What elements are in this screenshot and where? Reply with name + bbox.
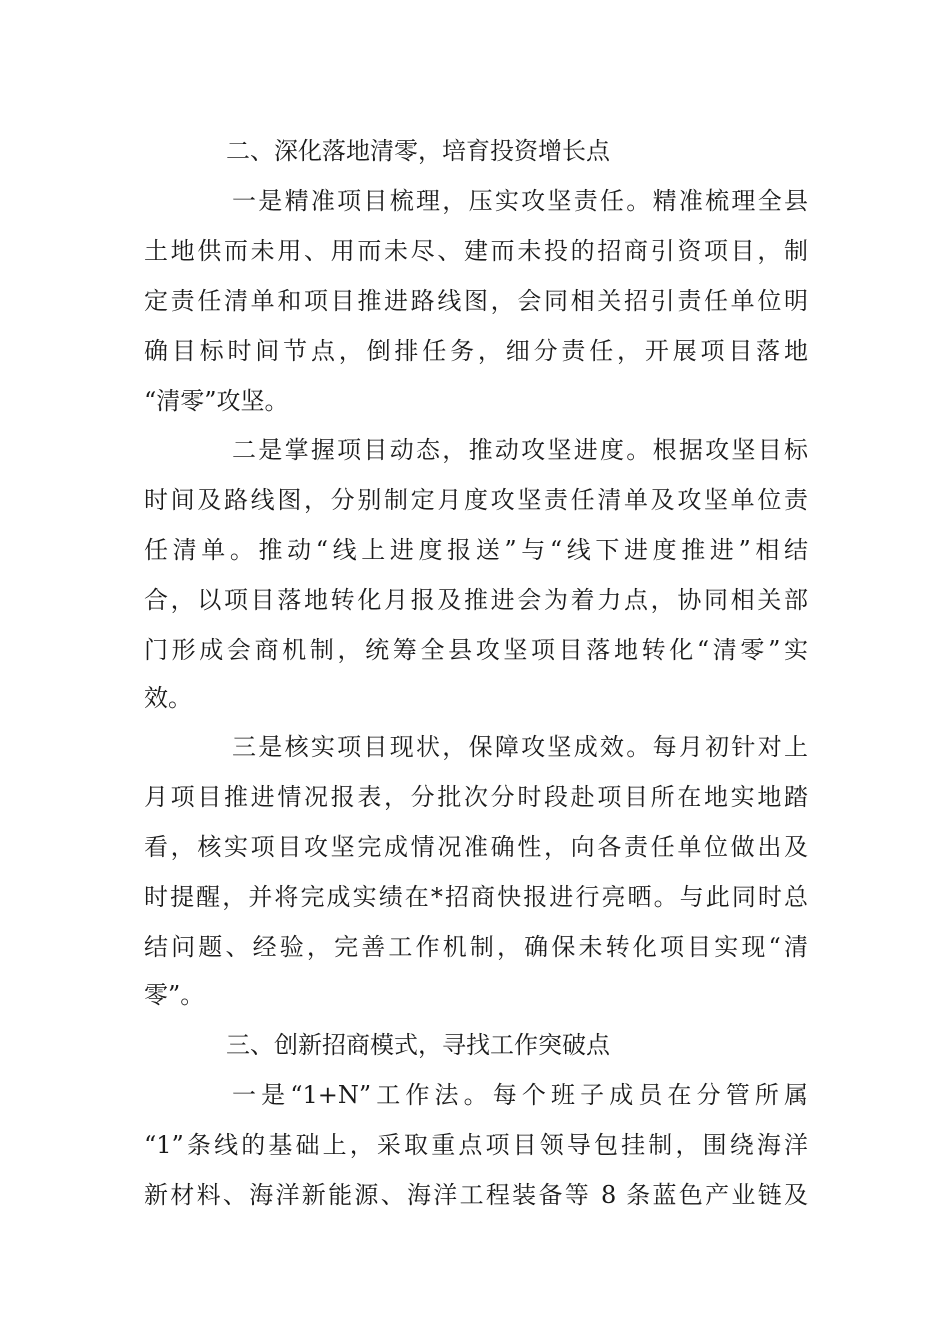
paragraph-line: 时提醒，并将完成实绩在*招商快报进行亮晒。与此同时总 (144, 883, 808, 911)
paragraph-line: 一是精准项目梳理，压实攻坚责任。精准梳理全县 (232, 187, 808, 215)
paragraph-line: 月项目推进情况报表，分批次分时段赴项目所在地实地踏 (144, 783, 808, 811)
section-heading: 三、创新招商模式，寻找工作突破点 (226, 1031, 610, 1059)
paragraph-line: “1”条线的基础上，采取重点项目领导包挂制，围绕海洋 (144, 1131, 808, 1159)
paragraph-line: 一是“1+N”工作法。每个班子成员在分管所属 (232, 1081, 808, 1109)
paragraph-line: 二是掌握项目动态，推动攻坚进度。根据攻坚目标 (232, 436, 808, 464)
paragraph-line: 门形成会商机制，统筹全县攻坚项目落地转化“清零”实 (144, 636, 808, 664)
paragraph-line: 合，以项目落地转化月报及推进会为着力点，协同相关部 (144, 586, 808, 614)
paragraph-line: 任清单。推动“线上进度报送”与“线下进度推进”相结 (144, 536, 808, 564)
paragraph-line: 结问题、经验，完善工作机制，确保未转化项目实现“清 (144, 933, 808, 961)
paragraph-line: 看，核实项目攻坚完成情况准确性，向各责任单位做出及 (144, 833, 808, 861)
paragraph-line: 确目标时间节点，倒排任务，细分责任，开展项目落地 (144, 337, 808, 365)
paragraph-line: 定责任清单和项目推进路线图，会同相关招引责任单位明 (144, 287, 808, 315)
section-heading: 二、深化落地清零，培育投资增长点 (226, 137, 610, 165)
paragraph-line: 土地供而未用、用而未尽、建而未投的招商引资项目，制 (144, 237, 808, 265)
paragraph-line: 新材料、海洋新能源、海洋工程装备等 8 条蓝色产业链及 (144, 1181, 808, 1209)
paragraph-line: 零”。 (144, 981, 205, 1009)
paragraph-line: 效。 (144, 684, 192, 712)
paragraph-line: “清零”攻坚。 (144, 387, 289, 415)
paragraph-line: 时间及路线图，分别制定月度攻坚责任清单及攻坚单位责 (144, 486, 808, 514)
paragraph-line: 三是核实项目现状，保障攻坚成效。每月初针对上 (232, 733, 808, 761)
